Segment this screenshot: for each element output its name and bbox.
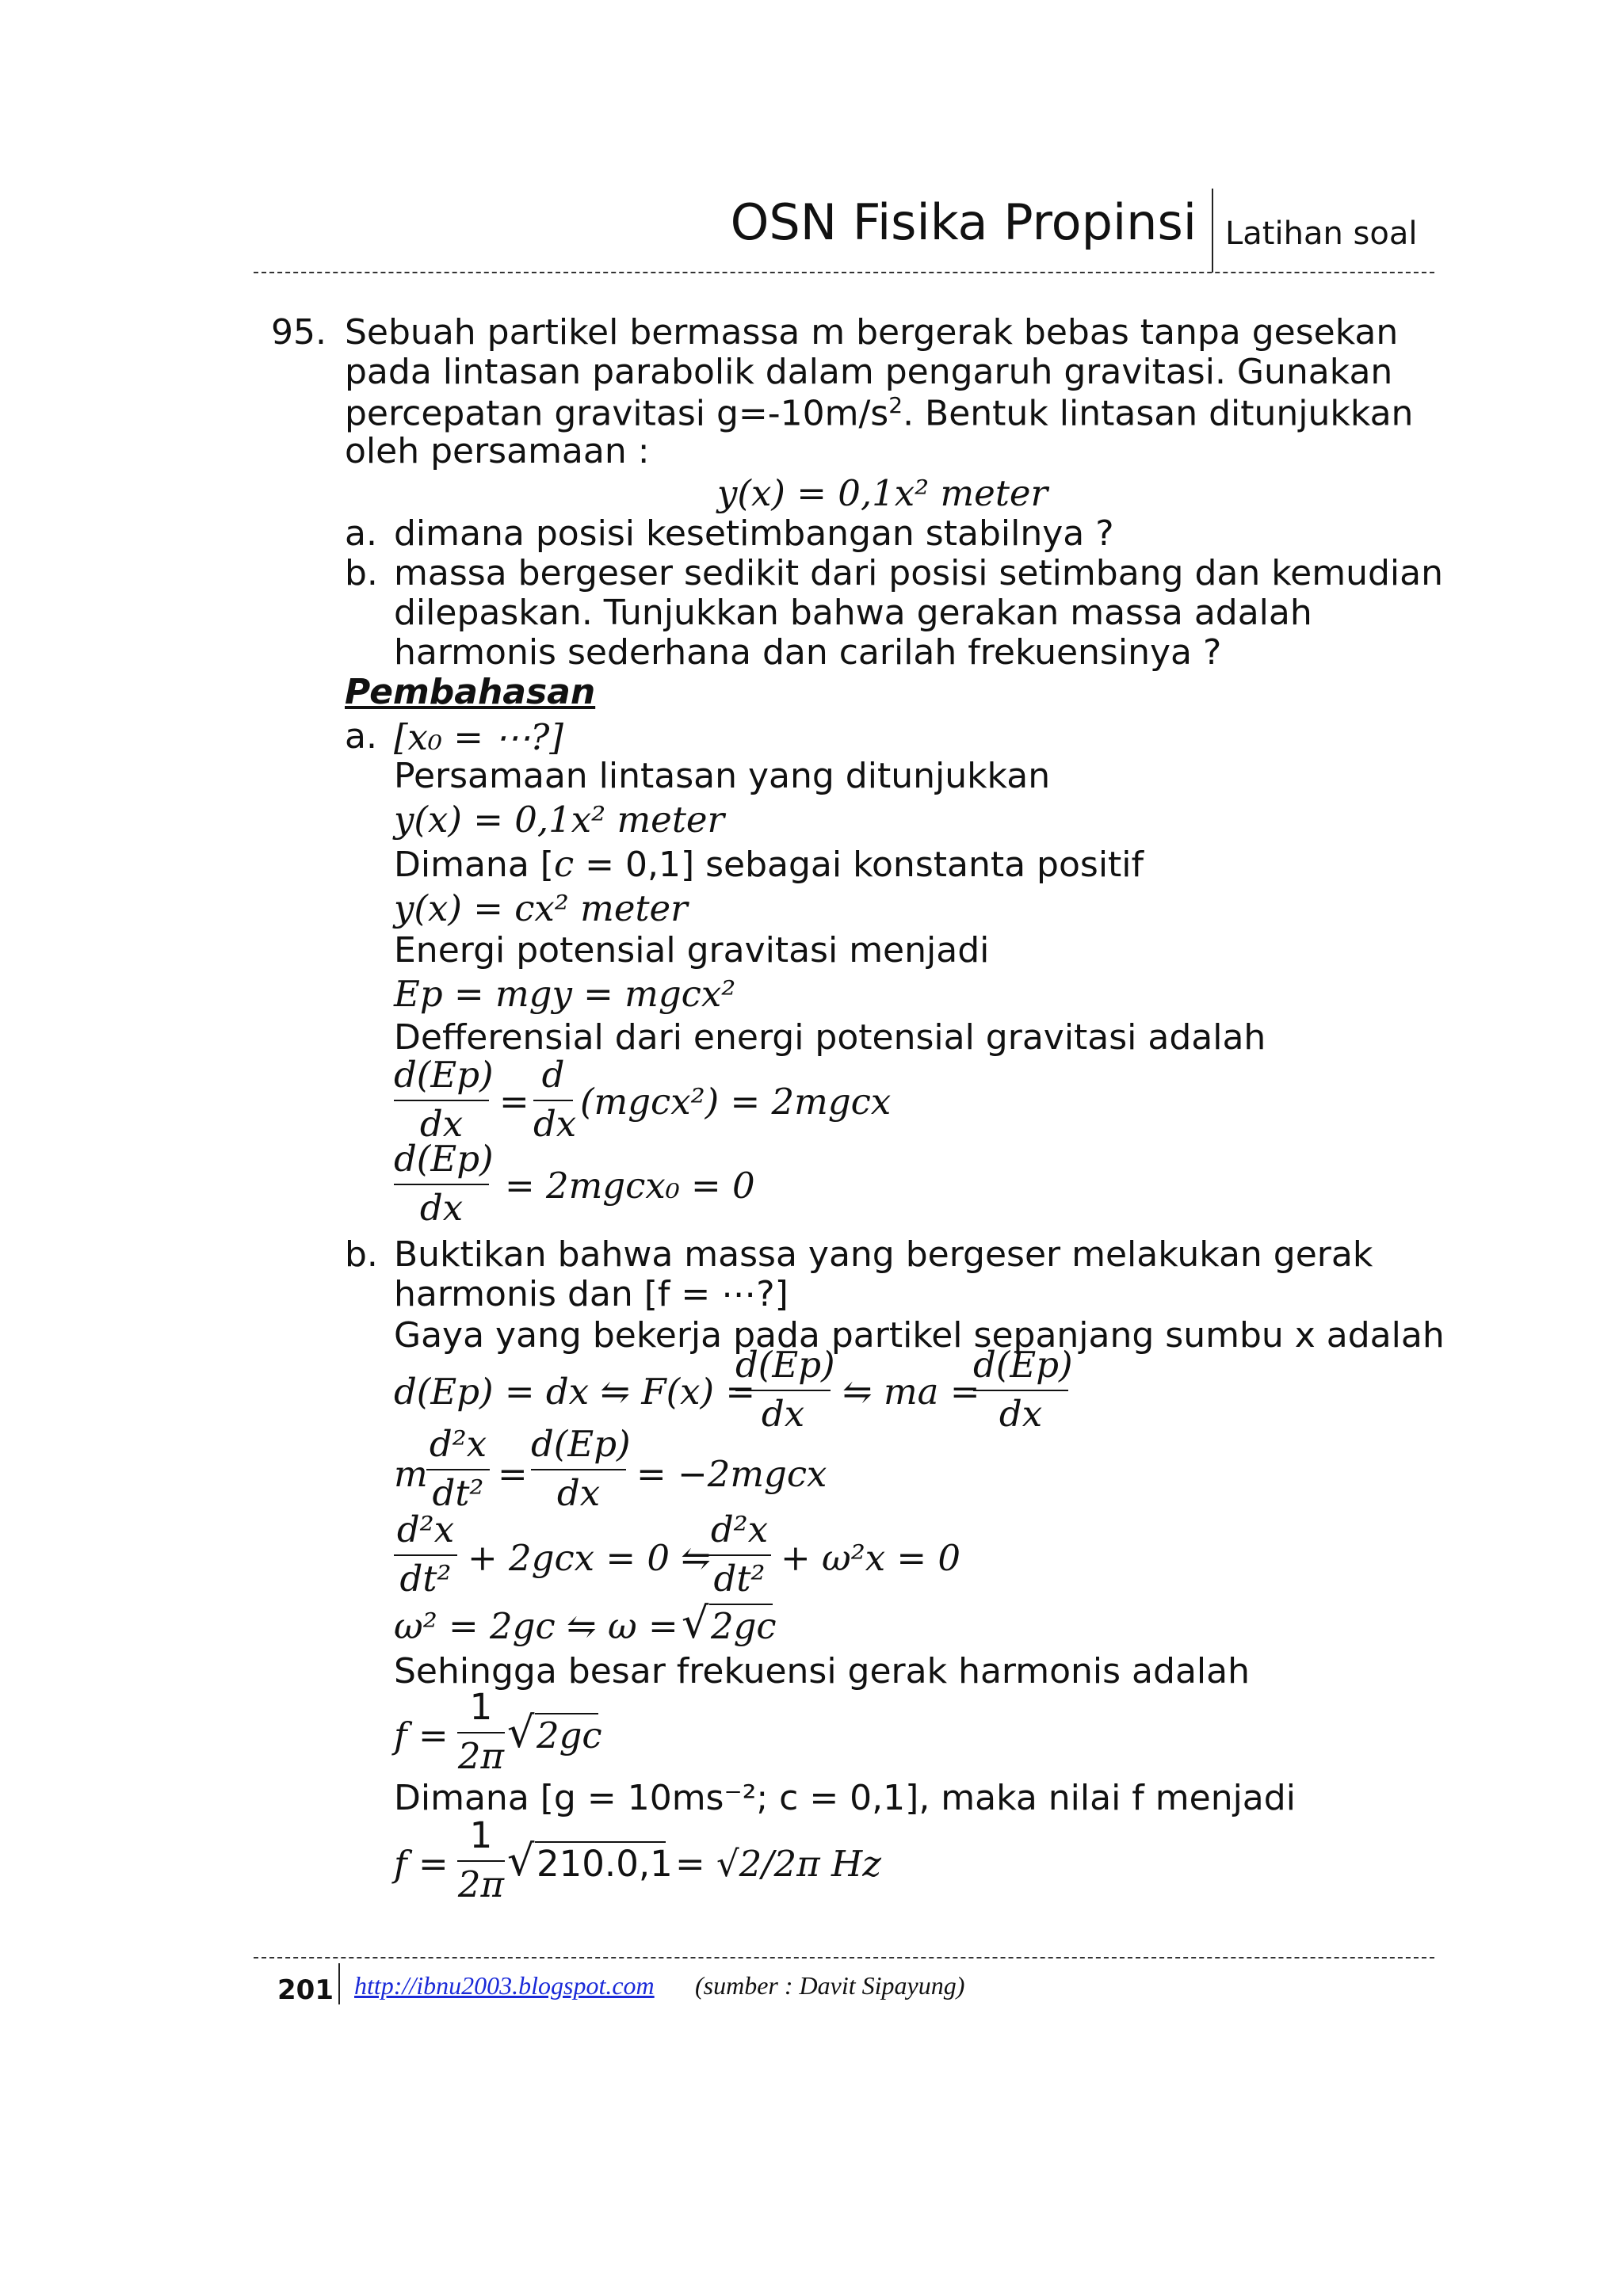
solution-b-eq-5-f: f = [394, 1714, 449, 1756]
question-b-label: b. [345, 553, 378, 593]
solution-b-line-5: Dimana [g = 10ms⁻²; c = 0,1], maka nilai f menjadi [394, 1778, 1296, 1818]
solution-a-eq-5-rest: = 2mgcx₀ = 0 [505, 1165, 755, 1207]
problem-number: 95. [271, 312, 327, 353]
solution-b-eq-2-m: m [394, 1453, 428, 1495]
solution-b-eq-2-rest: = −2mgcx [636, 1453, 827, 1495]
fraction-dEp-dx-2: d(Ep) dx [394, 1138, 494, 1229]
source-credit: (sumber : Davit Sipayung) [695, 1971, 965, 2000]
sqrt-symbol-3: √ [507, 1836, 535, 1886]
solution-b-line-1: Buktikan bahwa massa yang bergeser melakukan gerak [394, 1234, 1373, 1275]
solution-b-eq-6-f: f = [394, 1843, 449, 1885]
footer-divider [338, 1963, 340, 2004]
fraction-one-over-two-pi-2: 1 2π [457, 1814, 505, 1905]
solution-a-line-4: Defferensial dari energi potensial gravitasi adalah [394, 1017, 1266, 1058]
fraction-b2-a: d²x dt² [426, 1426, 490, 1513]
problem-line-2: pada lintasan parabolik dalam pengaruh gravitasi. Gunakan [345, 352, 1393, 392]
blog-link[interactable]: http://ibnu2003.blogspot.com [354, 1971, 655, 2000]
solution-a-eq-1: y(x) = 0,1x² meter [394, 799, 725, 841]
solution-a-line-3: Energi potensial gravitasi menjadi [394, 930, 990, 971]
fraction-b2-b: d(Ep) dx [531, 1423, 631, 1514]
solution-a-line-1: Persamaan lintasan yang ditunjukkan [394, 756, 1051, 796]
solution-b-line-3: Gaya yang bekerja pada partikel sepanjang sumbu x adalah [394, 1315, 1445, 1356]
fraction-b1-b: d(Ep) dx [973, 1344, 1073, 1435]
solution-a-target: [x₀ = ⋯?] [394, 716, 563, 758]
header-rule [254, 272, 1434, 273]
fraction-one-over-two-pi: 1 2π [457, 1686, 505, 1777]
question-b-line-2: dilepaskan. Tunjukkan bahwa gerakan massa adalah [394, 593, 1312, 633]
solution-b-eq-1-mid: ⇋ ma = [842, 1371, 980, 1413]
fraction-dEp-dx: d(Ep) dx [394, 1054, 494, 1145]
question-a-label: a. [345, 513, 377, 554]
sqrt-symbol-2: √ [507, 1707, 535, 1757]
solution-b-eq-3-rest: + ω²x = 0 [781, 1537, 961, 1579]
solution-heading: Pembahasan [345, 672, 596, 712]
equals-sign: = [499, 1081, 529, 1123]
fraction-b1-a: d(Ep) dx [735, 1344, 835, 1435]
question-b-line-3: harmonis sederhana dan carilah frekuensinya ? [394, 632, 1222, 673]
sqrt-radicand-2: 2gc [537, 1714, 602, 1756]
solution-b-eq-4: ω² = 2gc ⇋ ω = [394, 1605, 678, 1647]
footer-rule [254, 1957, 1434, 1958]
page-header-title: OSN Fisika Propinsi [730, 193, 1197, 251]
solution-b-eq-3-mid: + 2gcx = 0 ⇋ [468, 1537, 711, 1579]
solution-b-label: b. [345, 1234, 378, 1275]
fraction-d-dx: d dx [533, 1054, 577, 1145]
problem-line-4: oleh persamaan : [345, 431, 650, 471]
fraction-b3-a: d²x dt² [394, 1512, 457, 1599]
solution-b-eq-6-rest: = √2/2π Hz [675, 1843, 881, 1885]
solution-b-line-2: harmonis dan [f = ⋯?] [394, 1274, 789, 1314]
sqrt-symbol: √ [682, 1598, 709, 1648]
question-a-text: dimana posisi kesetimbangan stabilnya ? [394, 513, 1114, 554]
page-header-tag: Latihan soal [1225, 215, 1418, 252]
problem-equation: y(x) = 0,1x² meter [717, 472, 1048, 514]
solution-a-eq-3: Ep = mgy = mgcx² [394, 973, 736, 1015]
solution-b-eq-1-left: d(Ep) = dx ⇋ F(x) = [394, 1371, 756, 1413]
sqrt-radicand: 2gc [711, 1605, 777, 1647]
equals-sign-b2: = [498, 1453, 528, 1495]
solution-a-eq-4-rest: (mgcx²) = 2mgcx [580, 1081, 892, 1123]
sqrt-radicand-3: 210.0,1 [537, 1843, 673, 1885]
solution-b-line-4: Sehingga besar frekuensi gerak harmonis adalah [394, 1651, 1250, 1691]
fraction-b3-b: d²x dt² [708, 1512, 771, 1599]
question-b-line-1: massa bergeser sedikit dari posisi setimbang dan kemudian [394, 553, 1443, 593]
solution-a-line-2: Dimana [c = 0,1] sebagai konstanta positif [394, 843, 1144, 885]
problem-line-3: percepatan gravitasi $g=-10m/s^2$. Bentuk lintasan ditunjukkan [345, 392, 1414, 434]
header-divider [1212, 189, 1213, 273]
problem-line-1: Sebuah partikel bermassa m bergerak bebas tanpa gesekan [345, 312, 1399, 353]
superscript-two: 2 [888, 392, 903, 418]
page-number: 201 [277, 1974, 334, 2006]
solution-a-label: a. [345, 716, 377, 757]
solution-a-eq-2: y(x) = cx² meter [394, 887, 688, 929]
